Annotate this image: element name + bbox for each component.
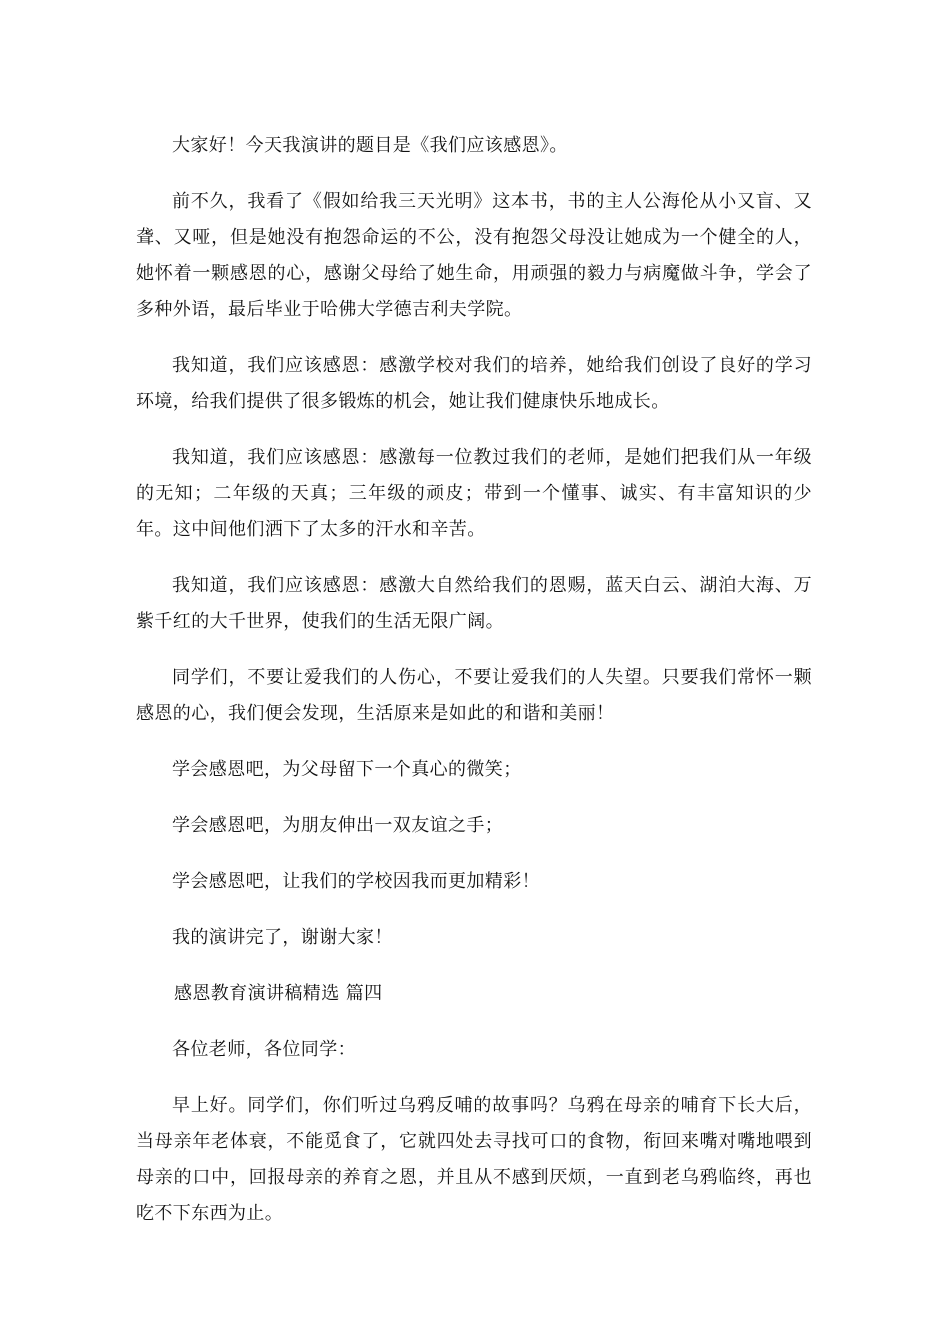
- paragraph-learn-gratitude-parents: 学会感恩吧，为父母留下一个真心的微笑；: [172, 759, 522, 780]
- paragraph-classmates: 同学们，不要让爱我们的人伤心，不要让爱我们的人失望。只要我们常怀一颗感恩的心，我们便会发现，生活原来是如此的和谐和美丽！: [136, 667, 812, 724]
- paragraph-thank-nature: 我知道，我们应该感恩：感激大自然给我们的恩赐，蓝天白云、湖泊大海、万紫千红的大千世界，使我们的生活无限广阔。: [136, 575, 812, 632]
- paragraph-thank-teachers: 我知道，我们应该感恩：感激每一位教过我们的老师，是她们把我们从一年级的无知；二年级的天真；三年级的顽皮；带到一个懂事、诚实、有丰富知识的少年。这中间他们洒下了太多的汗水和辛苦。: [136, 447, 812, 540]
- paragraph-helen-keller: 前不久，我看了《假如给我三天光明》这本书，书的主人公海伦从小又盲、又聋、又哑，但是她没有抱怨命运的不公，没有抱怨父母没让她成为一个健全的人，她怀着一颗感恩的心，感谢父母给了她生命，用顽强的毅力与病魔做斗争，学会了多种外语，最后毕业于哈佛大学德吉利夫学院。: [136, 191, 812, 320]
- paragraph-salutation: 各位老师，各位同学：: [172, 1039, 356, 1060]
- document-body: [136, 128, 812, 1252]
- paragraph-thank-school: 我知道，我们应该感恩：感激学校对我们的培养，她给我们创设了良好的学习环境，给我们提供了很多锻炼的机会，她让我们健康快乐地成长。: [136, 355, 812, 412]
- paragraph-learn-gratitude-friends: 学会感恩吧，为朋友伸出一双友谊之手；: [172, 815, 504, 836]
- paragraph-greeting: 大家好！今天我演讲的题目是《我们应该感恩》。: [172, 135, 568, 156]
- paragraph-closing: 我的演讲完了，谢谢大家！: [172, 927, 393, 948]
- paragraph-crow-story: 早上好。同学们，你们听过乌鸦反哺的故事吗？乌鸦在母亲的哺育下长大后，当母亲年老体衰，不能觅食了，它就四处去寻找可口的食物，衔回来嘴对嘴地喂到母亲的口中，回报母亲的养育之恩，并且从不感到厌烦，一直到老乌鸦临终，再也吃不下东西为止。: [136, 1095, 812, 1224]
- section-heading: 感恩教育演讲稿精选 篇四: [174, 983, 383, 1004]
- paragraph-learn-gratitude-school: 学会感恩吧，让我们的学校因我而更加精彩！: [172, 871, 540, 892]
